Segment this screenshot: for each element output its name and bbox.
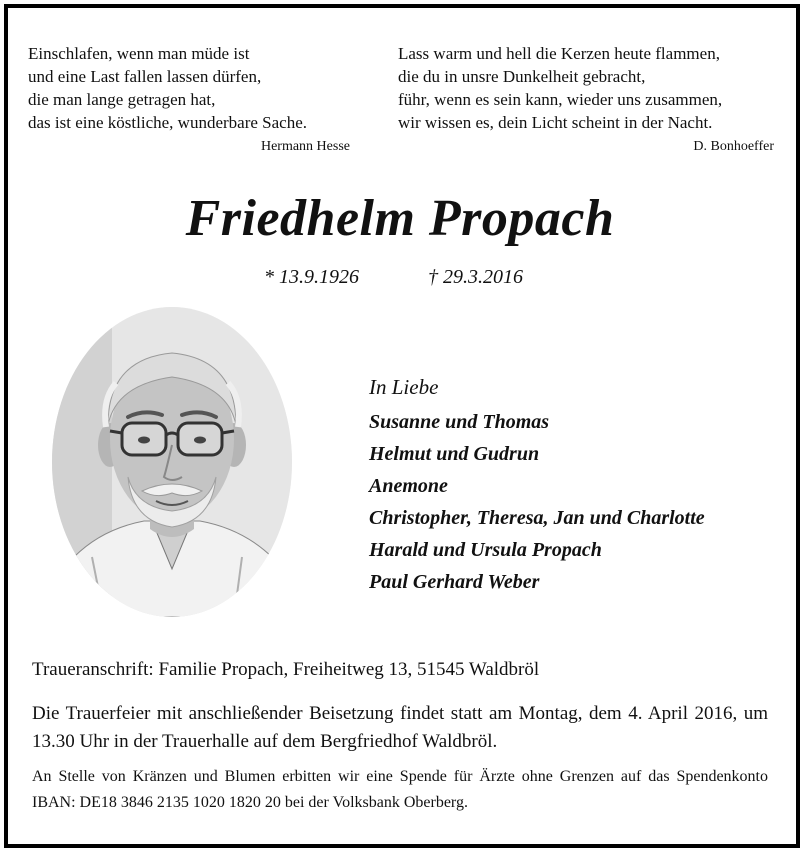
poem-hesse xyxy=(28,42,364,157)
mourners-list xyxy=(369,372,789,598)
poem-line: führ, wenn es sein kann, wieder uns zusammen, xyxy=(398,90,723,109)
mourner-name: Paul Gerhard Weber xyxy=(369,571,540,593)
mourning-address: Traueranschrift: Familie Propach, Freiheitweg 13, 51545 Waldbröl xyxy=(32,659,540,680)
poem-author: Hermann Hesse xyxy=(260,139,350,154)
poem-line: das ist eine köstliche, wunderbare Sache. xyxy=(28,113,307,132)
poem-line: und eine Last fallen lassen dürfen, xyxy=(28,67,262,86)
mourner-name: Helmut und Gudrun xyxy=(369,443,540,465)
poem-author: D. Bonhoeffer xyxy=(693,139,774,154)
poem-bonhoeffer xyxy=(398,42,778,157)
poem-line: die du in unsre Dunkelheit gebracht, xyxy=(398,67,646,86)
mourner-name: Susanne und Thomas xyxy=(369,411,550,433)
mourner-name: Anemone xyxy=(369,475,448,497)
mourner-name: Christopher, Theresa, Jan und Charlotte xyxy=(369,507,705,529)
deceased-name: Friedhelm Propach xyxy=(185,190,615,247)
poem-line: die man lange getragen hat, xyxy=(28,90,216,109)
mourners-intro: In Liebe xyxy=(369,375,439,399)
poem-line: Lass warm und hell die Kerzen heute flammen, xyxy=(398,44,720,63)
poem-line: Einschlafen, wenn man müde ist xyxy=(28,44,250,63)
death-date: † 29.3.2016 xyxy=(428,266,523,288)
poem-line: wir wissen es, dein Licht scheint in der Nacht. xyxy=(398,113,713,132)
portrait-photo xyxy=(52,307,292,617)
portrait-illustration xyxy=(52,307,292,617)
funeral-info: Die Trauerfeier mit anschließender Beisetzung findet statt am Montag, dem 4. April 2016, um 13.30 Uhr in der Trauerhalle auf dem Bergfriedhof Waldbröl. xyxy=(32,703,768,752)
donation-request: An Stelle von Kränzen und Blumen erbitten wir eine Spende für Ärzte ohne Grenzen auf das Spendenkonto IBAN: DE18 3846 2135 1020 1820 20 bei der Volksbank Oberberg. xyxy=(32,768,768,811)
mourner-name: Harald und Ursula Propach xyxy=(369,539,602,561)
birth-date: * 13.9.1926 xyxy=(264,266,359,288)
